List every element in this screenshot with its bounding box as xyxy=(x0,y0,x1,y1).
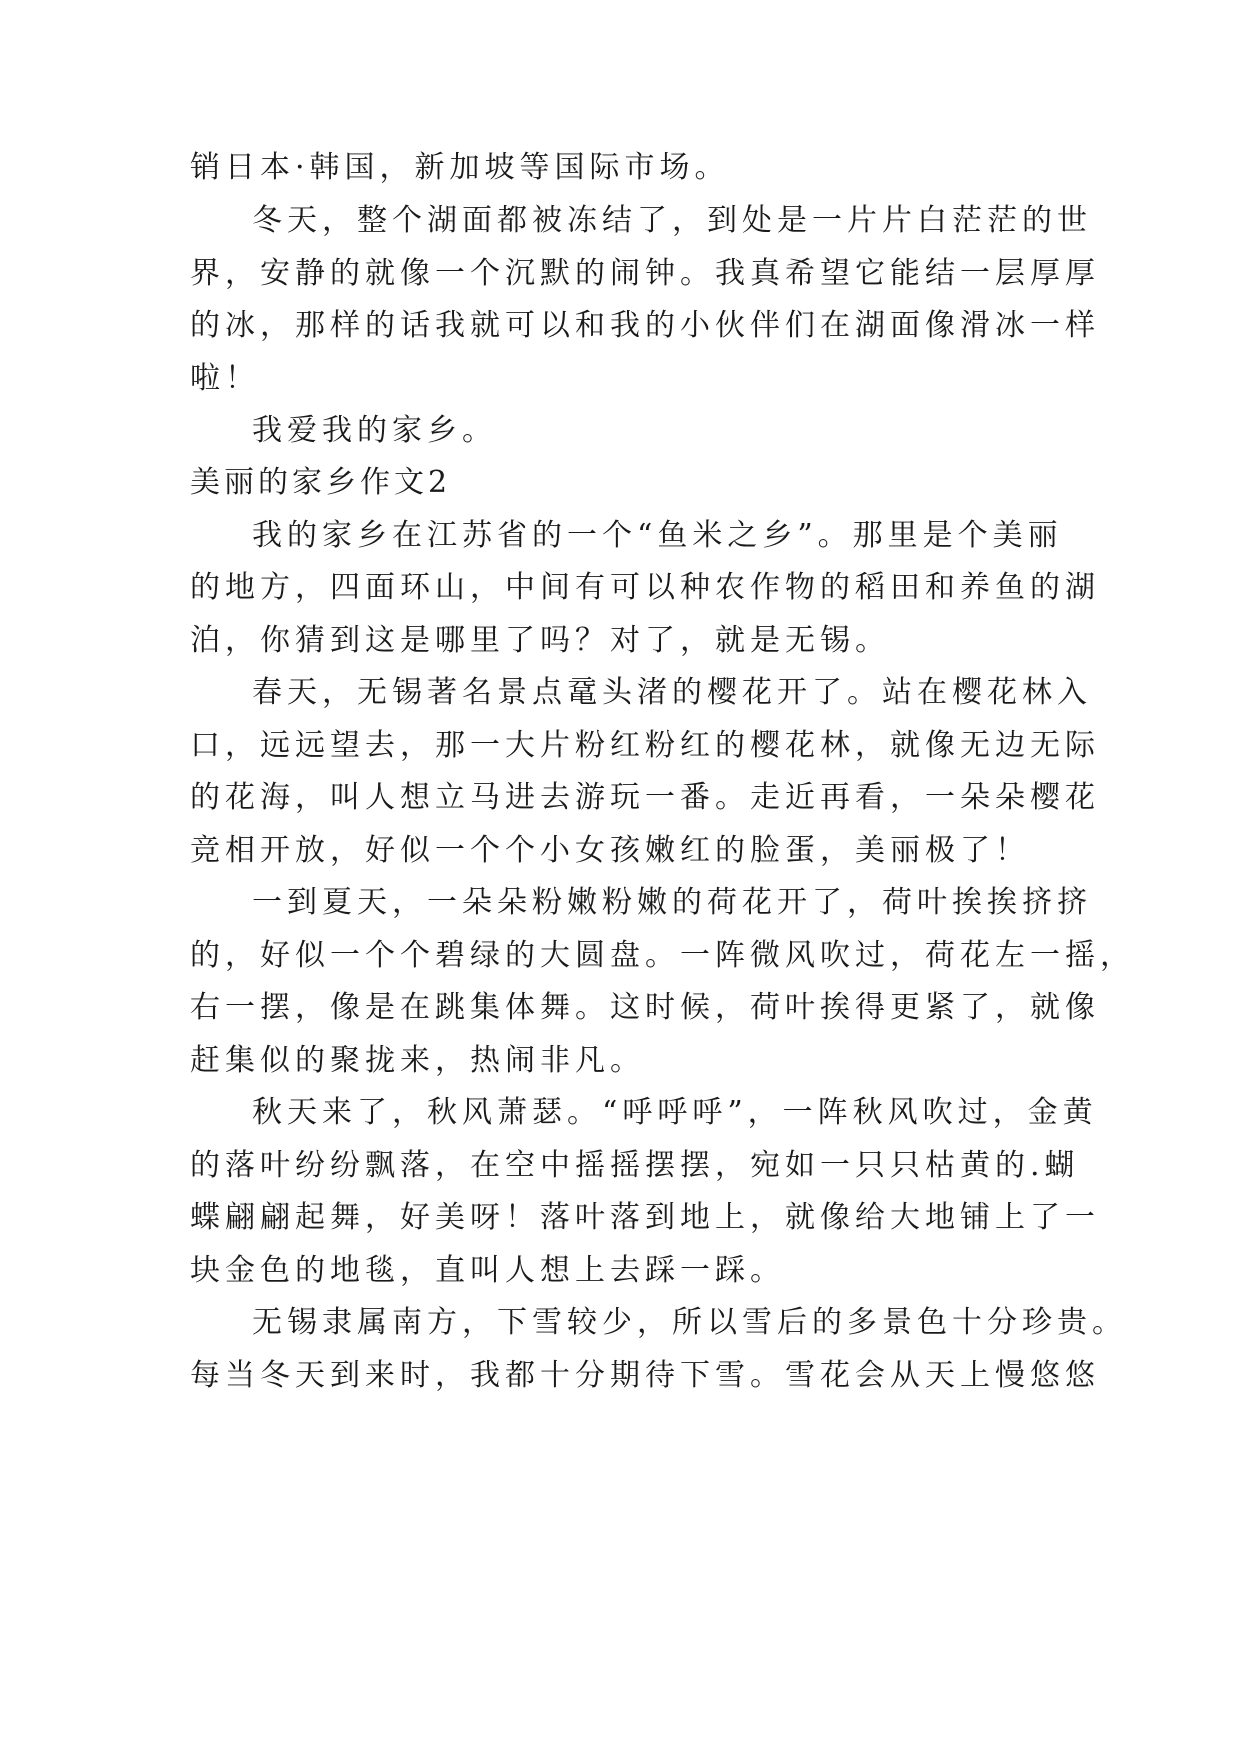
text-line: 的地方，四面环山，中间有可以种农作物的稻田和养鱼的湖 xyxy=(190,570,1100,605)
text-line: 销日本·韩国，新加坡等国际市场。 xyxy=(190,150,730,185)
text-line: 每当冬天到来时，我都十分期待下雪。雪花会从天上慢悠悠 xyxy=(190,1358,1100,1393)
text-line: 蝶翩翩起舞，好美呀！落叶落到地上，就像给大地铺上了一 xyxy=(190,1200,1100,1235)
paragraph-first-line: 我爱我的家乡。 xyxy=(252,413,497,448)
text-line: 泊，你猜到这是哪里了吗？对了，就是无锡。 xyxy=(190,623,890,658)
paragraph-first-line: 秋天来了，秋风萧瑟。“呼呼呼”，一阵秋风吹过，金黄 xyxy=(252,1095,1098,1130)
paragraph-first-line: 一到夏天，一朵朵粉嫩粉嫩的荷花开了，荷叶挨挨挤挤 xyxy=(252,885,1092,920)
text-line: 的，好似一个个碧绿的大圆盘。一阵微风吹过，荷花左一摇， xyxy=(190,938,1135,973)
text-line: 的落叶纷纷飘落，在空中摇摇摆摆，宛如一只只枯黄的.蝴 xyxy=(190,1148,1080,1183)
paragraph-first-line: 冬天，整个湖面都被冻结了，到处是一片片白茫茫的世 xyxy=(252,203,1092,238)
text-line: 赶集似的聚拢来，热闹非凡。 xyxy=(190,1043,645,1078)
paragraph-first-line: 我的家乡在江苏省的一个“鱼米之乡”。那里是个美丽 xyxy=(252,518,1063,553)
paragraph-first-line: 无锡隶属南方，下雪较少，所以雪后的多景色十分珍贵。 xyxy=(252,1305,1127,1340)
text-line: 的花海，叫人想立马进去游玩一番。走近再看，一朵朵樱花 xyxy=(190,780,1100,815)
text-line: 的冰，那样的话我就可以和我的小伙伴们在湖面像滑冰一样 xyxy=(190,308,1100,343)
text-line: 口，远远望去，那一大片粉红粉红的樱花林，就像无边无际 xyxy=(190,728,1100,763)
text-line: 啦！ xyxy=(190,361,260,396)
text-line: 竞相开放，好似一个个小女孩嫩红的脸蛋，美丽极了！ xyxy=(190,833,1030,868)
text-line: 块金色的地毯，直叫人想上去踩一踩。 xyxy=(190,1253,785,1288)
section-heading: 美丽的家乡作文2 xyxy=(190,465,452,500)
paragraph-first-line: 春天，无锡著名景点鼋头渚的樱花开了。站在樱花林入 xyxy=(252,675,1092,710)
text-line: 右一摆，像是在跳集体舞。这时候，荷叶挨得更紧了，就像 xyxy=(190,990,1100,1025)
text-line: 界，安静的就像一个沉默的闹钟。我真希望它能结一层厚厚 xyxy=(190,256,1100,291)
